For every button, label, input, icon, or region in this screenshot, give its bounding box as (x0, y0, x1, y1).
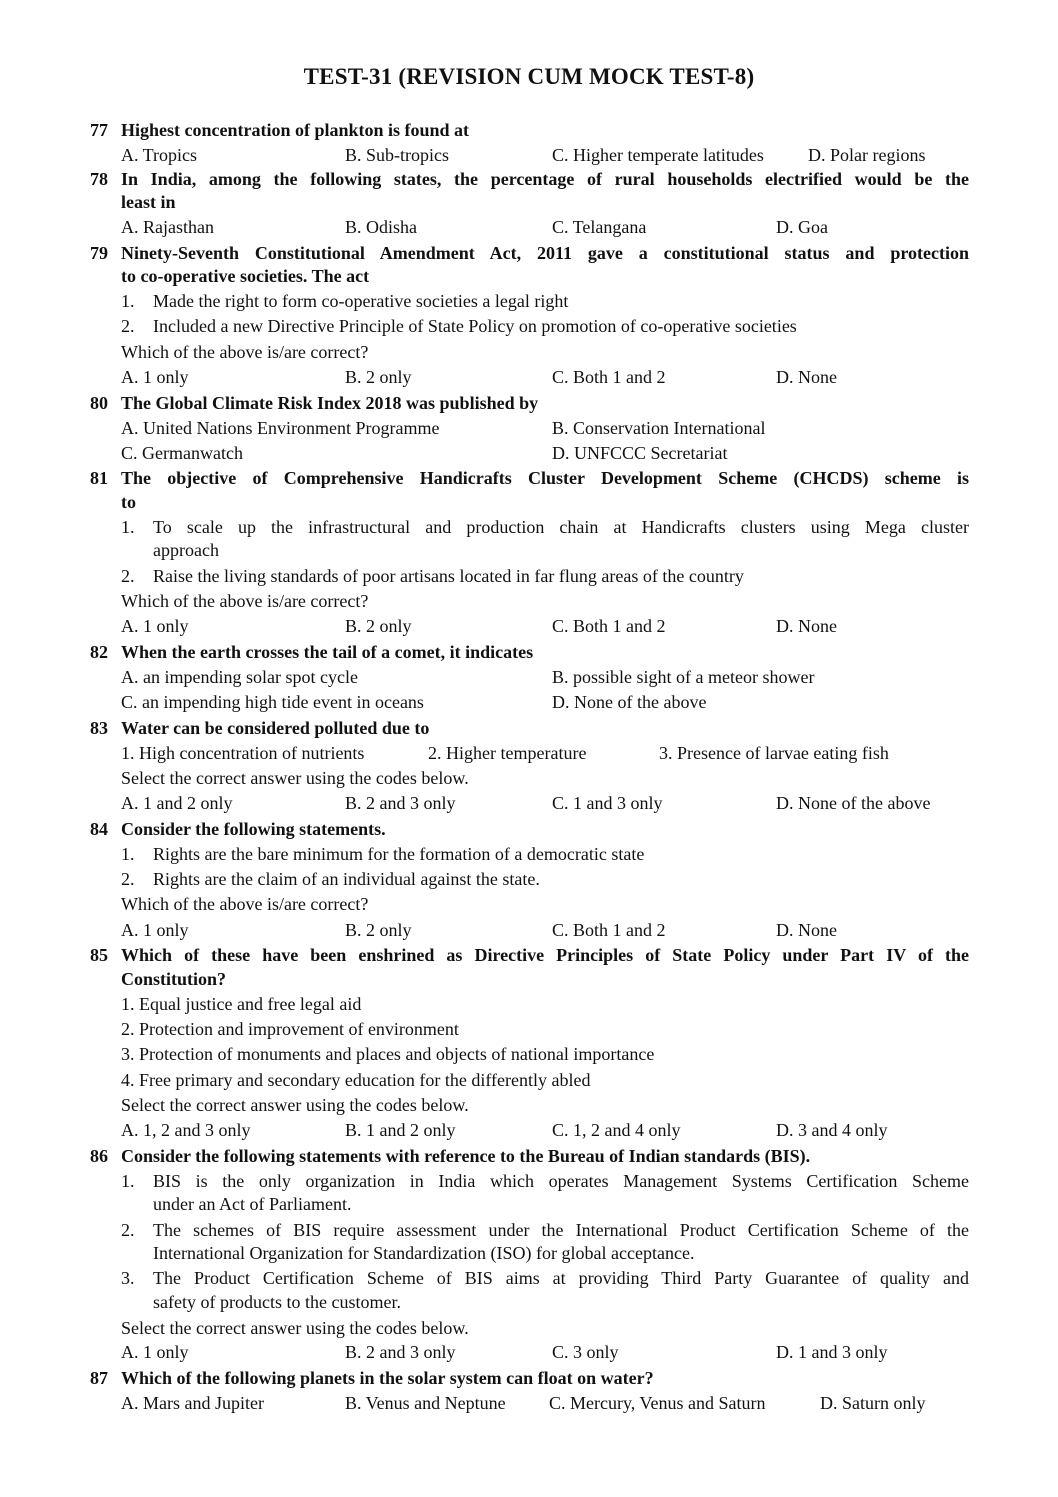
question-number: 85 (90, 945, 108, 965)
option-d: D. 1 and 3 only (776, 1342, 888, 1362)
statement-text: Raise the living standards of poor artisans located in far flung areas of the country (153, 566, 744, 586)
option-a: A. Mars and Jupiter (121, 1393, 264, 1413)
question-number: 83 (90, 718, 108, 738)
question-number: 78 (90, 169, 108, 189)
option-d: D. None (776, 367, 837, 387)
question-number: 80 (90, 393, 108, 413)
option-b: B. Conservation International (552, 418, 766, 438)
option-b: B. Venus and Neptune (345, 1393, 506, 1413)
question-heading (0, 1144, 1058, 1169)
statement-text: Rights are the claim of an individual against the state. (153, 869, 540, 889)
question-prompt-row (0, 1316, 1058, 1341)
statement-continued (0, 1241, 1058, 1266)
options-row (0, 918, 1058, 943)
option-b: B. possible sight of a meteor shower (552, 667, 815, 687)
statement-text: BIS is the only organization in India which operates Management Systems Certification Scheme (153, 1171, 969, 1191)
statement (0, 289, 1058, 314)
option-d: D. None of the above (776, 793, 931, 813)
question-text: The objective of Comprehensive Handicrafts Cluster Development Scheme (CHCDS) scheme is (121, 468, 969, 488)
statement-number: 3. (121, 1268, 135, 1288)
question-text: Constitution? (121, 969, 227, 989)
question-number: 86 (90, 1146, 108, 1166)
statement-text: Made the right to form co-operative societies a legal right (153, 291, 569, 311)
statement (0, 867, 1058, 892)
question-number: 82 (90, 642, 108, 662)
question-number: 79 (90, 243, 108, 263)
options-row (0, 665, 1058, 690)
list-row (0, 1042, 1058, 1067)
statement-number: 2. (121, 316, 135, 336)
question-heading (0, 118, 1058, 143)
question-heading (0, 241, 1058, 266)
question-text: Which of the following planets in the solar system can float on water? (121, 1368, 654, 1388)
question-heading (0, 640, 1058, 665)
statement-continued (0, 1290, 1058, 1315)
option-d: D. UNFCCC Secretariat (552, 443, 728, 463)
option-d: D. 3 and 4 only (776, 1120, 888, 1140)
option-c: C. Both 1 and 2 (552, 367, 666, 387)
question-prompt-row (0, 589, 1058, 614)
question-heading (0, 817, 1058, 842)
statement (0, 1218, 1058, 1243)
statement (0, 515, 1058, 540)
list-item: 3. Presence of larvae eating fish (659, 743, 889, 763)
option-b: B. Odisha (345, 217, 417, 237)
question-number: 84 (90, 819, 108, 839)
option-c: C. Both 1 and 2 (552, 616, 666, 636)
statement-text: under an Act of Parliament. (153, 1194, 352, 1214)
options-row (0, 690, 1058, 715)
option-d: D. Goa (776, 217, 828, 237)
question-heading (0, 1366, 1058, 1391)
option-b: B. 2 only (345, 616, 412, 636)
options-row (0, 215, 1058, 240)
option-d: D. Polar regions (808, 145, 926, 165)
statement-text: To scale up the infrastructural and production chain at Handicrafts clusters using Mega cluster (153, 517, 969, 537)
statement (0, 842, 1058, 867)
option-d: D. Saturn only (820, 1393, 926, 1413)
statement-text: safety of products to the customer. (153, 1292, 401, 1312)
page-title: TEST-31 (REVISION CUM MOCK TEST-8) (303, 64, 755, 89)
option-a: A. 1 and 2 only (121, 793, 233, 813)
question-heading (0, 943, 1058, 968)
options-row (0, 416, 1058, 441)
question-prompt-row (0, 1093, 1058, 1118)
question-text-continued (0, 967, 1058, 992)
option-c: C. 1, 2 and 4 only (552, 1120, 681, 1140)
question-prompt: Which of the above is/are correct? (121, 894, 369, 914)
options-row (0, 614, 1058, 639)
question-text: Consider the following statements. (121, 819, 386, 839)
option-c: C. Telangana (552, 217, 647, 237)
question-heading (0, 391, 1058, 416)
question-heading (0, 167, 1058, 192)
inline-items-row (0, 741, 1058, 766)
option-a: A. an impending solar spot cycle (121, 667, 358, 687)
question-text: The Global Climate Risk Index 2018 was published by (121, 393, 539, 413)
question-text: Highest concentration of plankton is found at (121, 120, 470, 140)
option-a: A. Rajasthan (121, 217, 214, 237)
statement (0, 564, 1058, 589)
option-d: D. None (776, 616, 837, 636)
statement-text: International Organization for Standardization (ISO) for global acceptance. (153, 1243, 695, 1263)
question-text-continued (0, 264, 1058, 289)
options-row (0, 1391, 1058, 1416)
statement-text: The schemes of BIS require assessment under the International Product Certification Scheme of the (153, 1220, 969, 1240)
statement-number: 1. (121, 517, 135, 537)
options-row (0, 791, 1058, 816)
option-a: A. 1 only (121, 920, 189, 940)
question-text: Consider the following statements with reference to the Bureau of Indian standards (BIS). (121, 1146, 811, 1166)
question-number: 87 (90, 1368, 108, 1388)
question-text: In India, among the following states, the percentage of rural households electrified would be the (121, 169, 969, 189)
question-text-continued (0, 190, 1058, 215)
option-b: B. 1 and 2 only (345, 1120, 456, 1140)
question-prompt: Which of the above is/are correct? (121, 342, 369, 362)
statement-number: 1. (121, 1171, 135, 1191)
option-c: C. an impending high tide event in oceans (121, 692, 424, 712)
list-row (0, 1068, 1058, 1093)
options-row (0, 1118, 1058, 1143)
statement-text: Included a new Directive Principle of State Policy on promotion of co-operative societies (153, 316, 797, 336)
option-b: B. 2 and 3 only (345, 1342, 456, 1362)
options-row (0, 1340, 1058, 1365)
statement (0, 1266, 1058, 1291)
statement-text: The Product Certification Scheme of BIS aims at providing Third Party Guarantee of quality and (153, 1268, 969, 1288)
statement-text: approach (153, 540, 219, 560)
question-text: When the earth crosses the tail of a comet, it indicates (121, 642, 534, 662)
option-a: A. Tropics (121, 145, 198, 165)
question-heading (0, 466, 1058, 491)
statement-number: 1. (121, 291, 135, 311)
option-d: D. None (776, 920, 837, 940)
question-prompt-row (0, 340, 1058, 365)
question-number: 77 (90, 120, 108, 140)
question-prompt-row (0, 766, 1058, 791)
question-text: Water can be considered polluted due to (121, 718, 430, 738)
question-prompt: Select the correct answer using the codes below. (121, 768, 469, 788)
list-item: 3. Protection of monuments and places and objects of national importance (121, 1044, 655, 1064)
list-row (0, 992, 1058, 1017)
question-text: to (121, 492, 136, 512)
option-c: C. 3 only (552, 1342, 619, 1362)
options-row (0, 365, 1058, 390)
option-c: C. 1 and 3 only (552, 793, 663, 813)
option-c: C. Both 1 and 2 (552, 920, 666, 940)
question-prompt: Which of the above is/are correct? (121, 591, 369, 611)
statement-number: 2. (121, 1220, 135, 1240)
question-prompt-row (0, 892, 1058, 917)
option-c: C. Germanwatch (121, 443, 243, 463)
list-item: 1. High concentration of nutrients (121, 743, 365, 763)
option-b: B. 2 and 3 only (345, 793, 456, 813)
question-heading (0, 716, 1058, 741)
option-a: A. 1, 2 and 3 only (121, 1120, 251, 1140)
list-item: 4. Free primary and secondary education for the differently abled (121, 1070, 591, 1090)
list-item: 2. Higher temperature (428, 743, 587, 763)
question-text: least in (121, 192, 176, 212)
options-row (0, 441, 1058, 466)
option-b: B. Sub-tropics (345, 145, 450, 165)
options-row (0, 143, 1058, 168)
option-a: A. United Nations Environment Programme (121, 418, 440, 438)
option-c: C. Mercury, Venus and Saturn (549, 1393, 766, 1413)
question-number: 81 (90, 468, 108, 488)
option-a: A. 1 only (121, 616, 189, 636)
statement-text: Rights are the bare minimum for the formation of a democratic state (153, 844, 645, 864)
option-d: D. None of the above (552, 692, 707, 712)
list-item: 1. Equal justice and free legal aid (121, 994, 362, 1014)
list-item: 2. Protection and improvement of environment (121, 1019, 459, 1039)
option-c: C. Higher temperate latitudes (552, 145, 764, 165)
question-text: to co-operative societies. The act (121, 266, 370, 286)
statement-number: 2. (121, 869, 135, 889)
list-row (0, 1017, 1058, 1042)
question-text: Which of these have been enshrined as Directive Principles of State Policy under Part IV of the (121, 945, 969, 965)
option-b: B. 2 only (345, 367, 412, 387)
question-prompt: Select the correct answer using the codes below. (121, 1318, 469, 1338)
question-prompt: Select the correct answer using the codes below. (121, 1095, 469, 1115)
question-text: Ninety-Seventh Constitutional Amendment Act, 2011 gave a constitutional status and protection (121, 243, 969, 263)
statement-number: 2. (121, 566, 135, 586)
statement-continued (0, 538, 1058, 563)
option-b: B. 2 only (345, 920, 412, 940)
statement (0, 1169, 1058, 1194)
statement-continued (0, 1192, 1058, 1217)
statement (0, 314, 1058, 339)
option-a: A. 1 only (121, 367, 189, 387)
option-a: A. 1 only (121, 1342, 189, 1362)
statement-number: 1. (121, 844, 135, 864)
question-text-continued (0, 490, 1058, 515)
